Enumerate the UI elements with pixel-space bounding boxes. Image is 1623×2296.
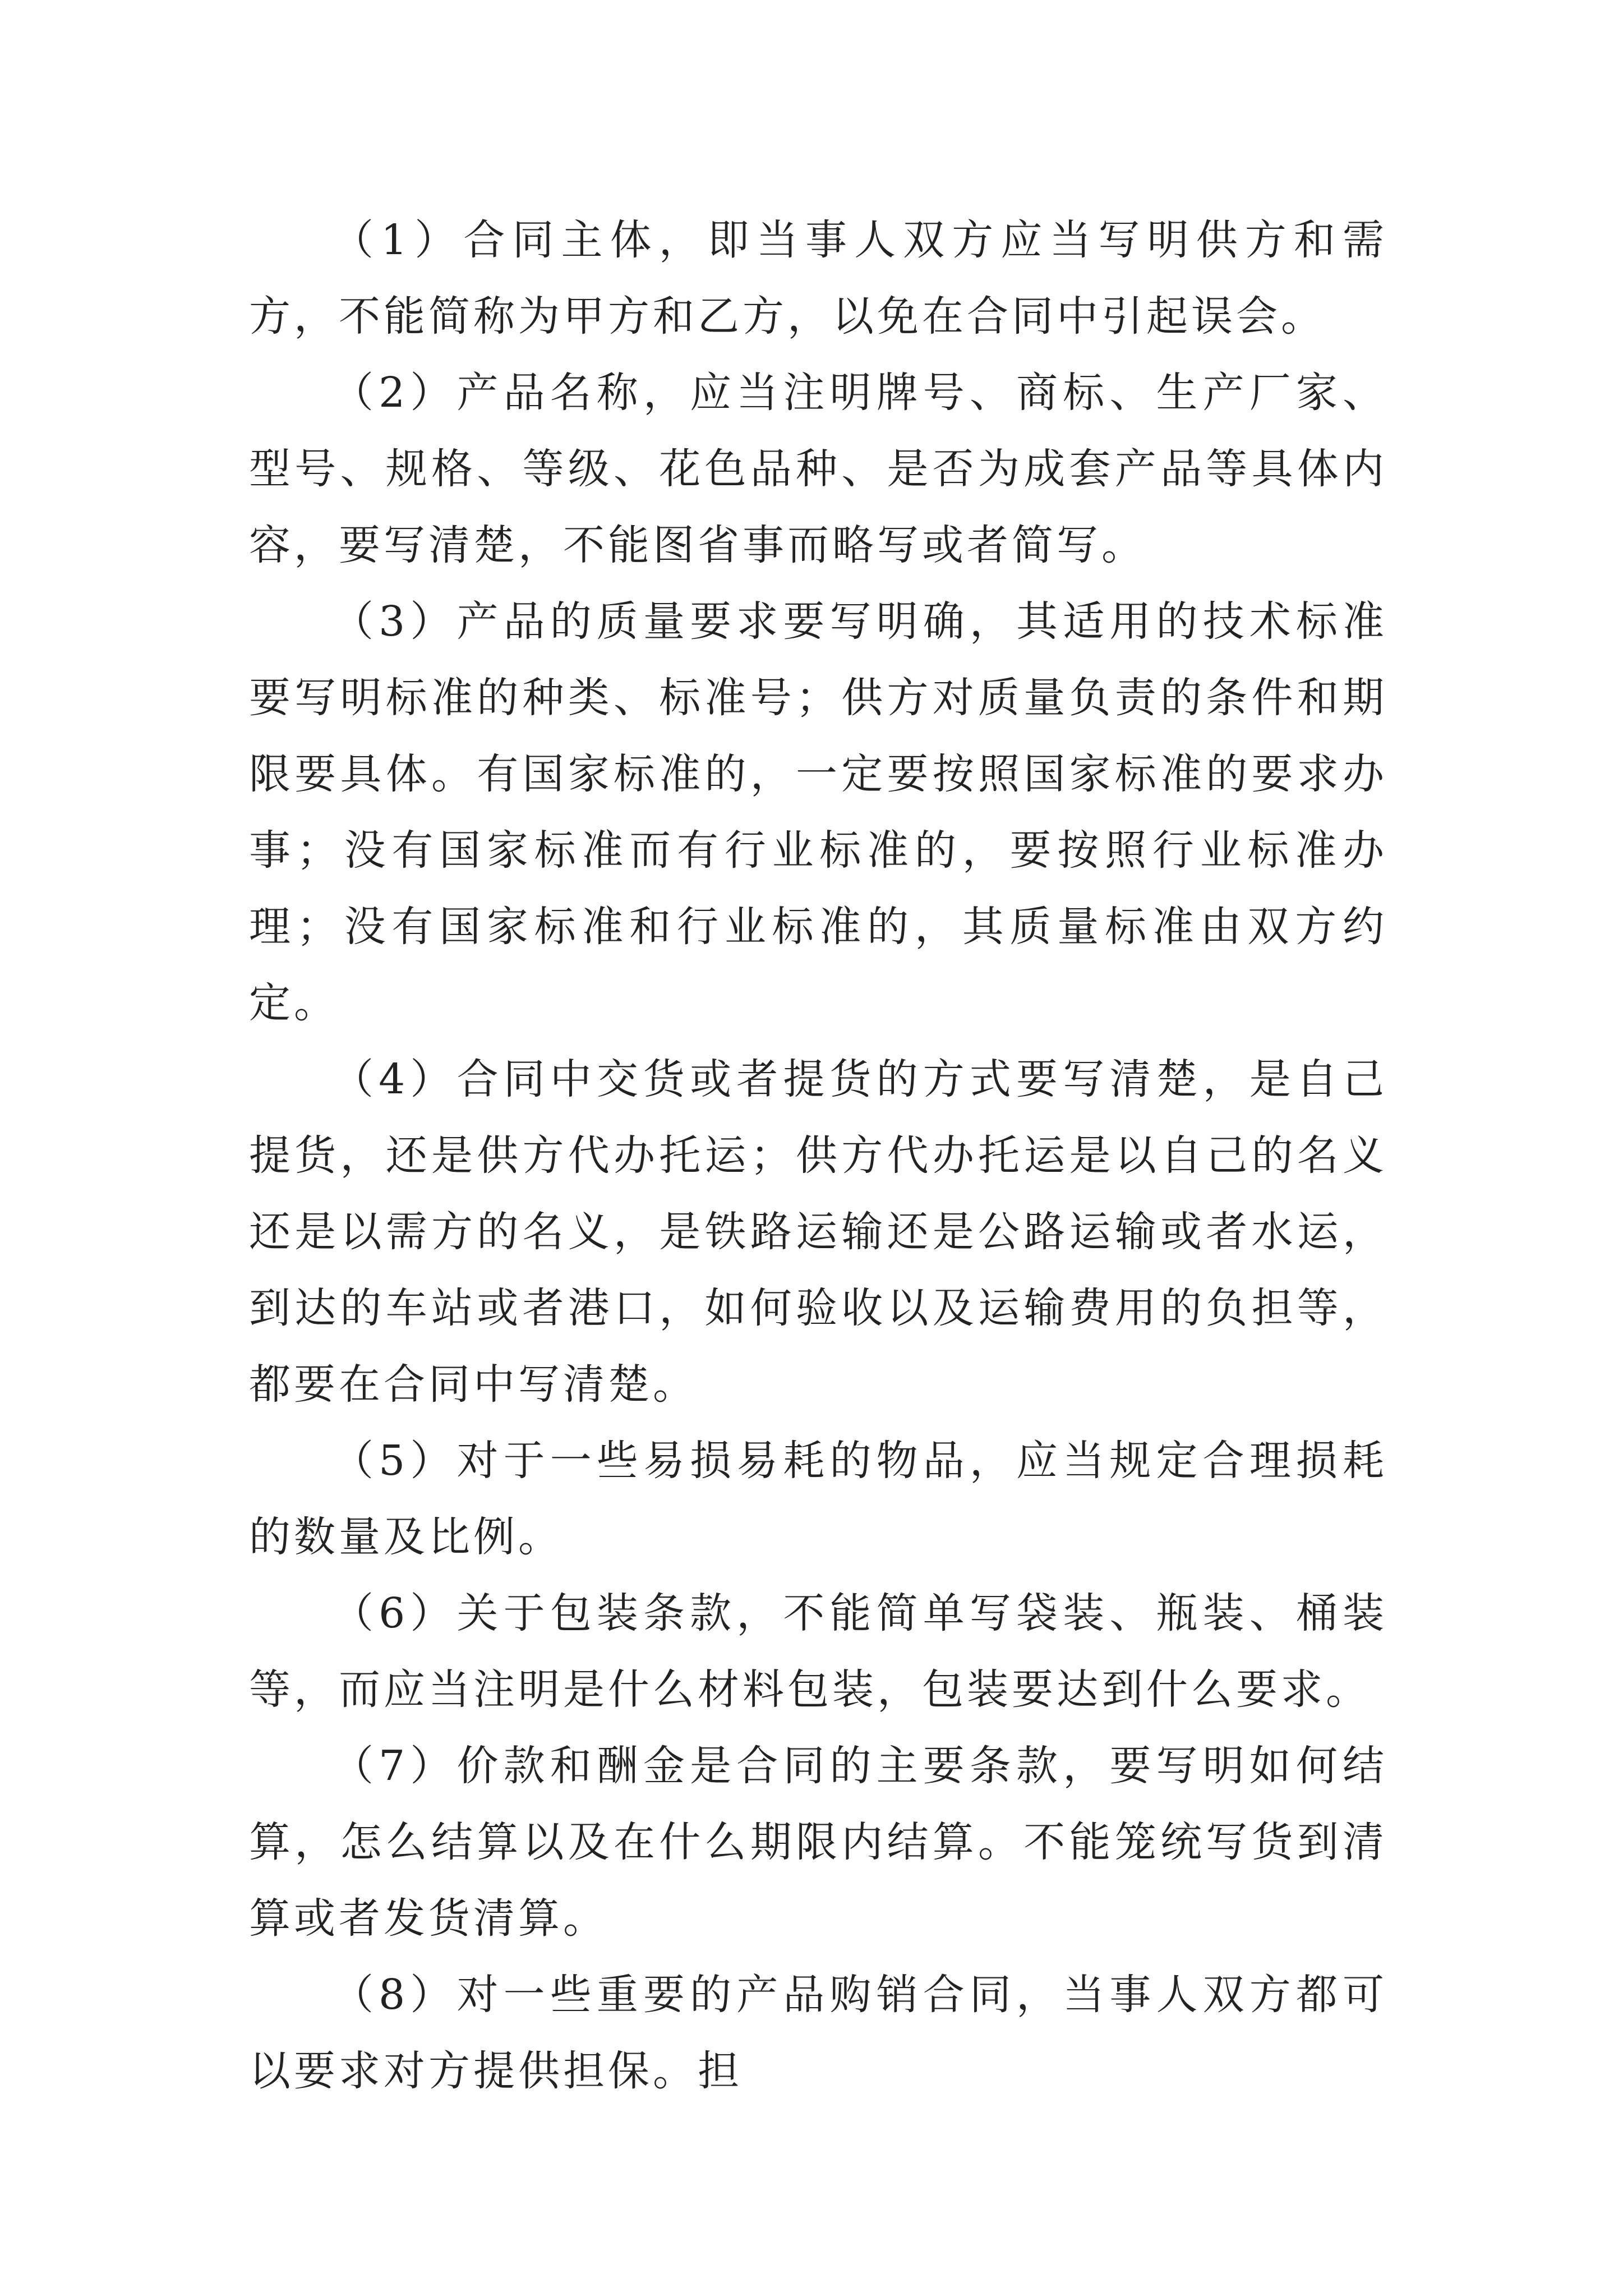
paragraph-1: （1）合同主体，即当事人双方应当写明供方和需方，不能简称为甲方和乙方，以免在合同中引起误会。: [249, 216, 1387, 341]
paragraph-7: （7）价款和酬金是合同的主要条款，要写明如何结算，怎么结算以及在什么期限内结算。不能笼统写货到清算或者发货清算。: [249, 1742, 1387, 1943]
paragraph-4: （4）合同中交货或者提货的方式要写清楚，是自己提货，还是供方代办托运；供方代办托运是以自己的名义还是以需方的名义，是铁路运输还是公路运输或者水运，到达的车站或者港口，如何验收以及运输费用的负担等，都要在合同中写清楚。: [249, 1055, 1387, 1409]
paragraph-8: （8）对一些重要的产品购销合同，当事人双方都可以要求对方提供担保。担: [249, 1971, 1387, 2095]
document-body: [249, 202, 1387, 2109]
paragraph-2: （2）产品名称，应当注明牌号、商标、生产厂家、型号、规格、等级、花色品种、是否为成套产品等具体内容，要写清楚，不能图省事而略写或者简写。: [249, 369, 1387, 569]
paragraph-6: （6）关于包装条款，不能简单写袋装、瓶装、桶装等，而应当注明是什么材料包装，包装要达到什么要求。: [249, 1589, 1387, 1714]
paragraph-5: （5）对于一些易损易耗的物品，应当规定合理损耗的数量及比例。: [249, 1437, 1387, 1561]
paragraph-3: （3）产品的质量要求要写明确，其适用的技术标准要写明标准的种类、标准号；供方对质量负责的条件和期限要具体。有国家标准的，一定要按照国家标准的要求办事；没有国家标准而有行业标准的，要按照行业标准办理；没有国家标准和行业标准的，其质量标准由双方约定。: [249, 597, 1387, 1027]
